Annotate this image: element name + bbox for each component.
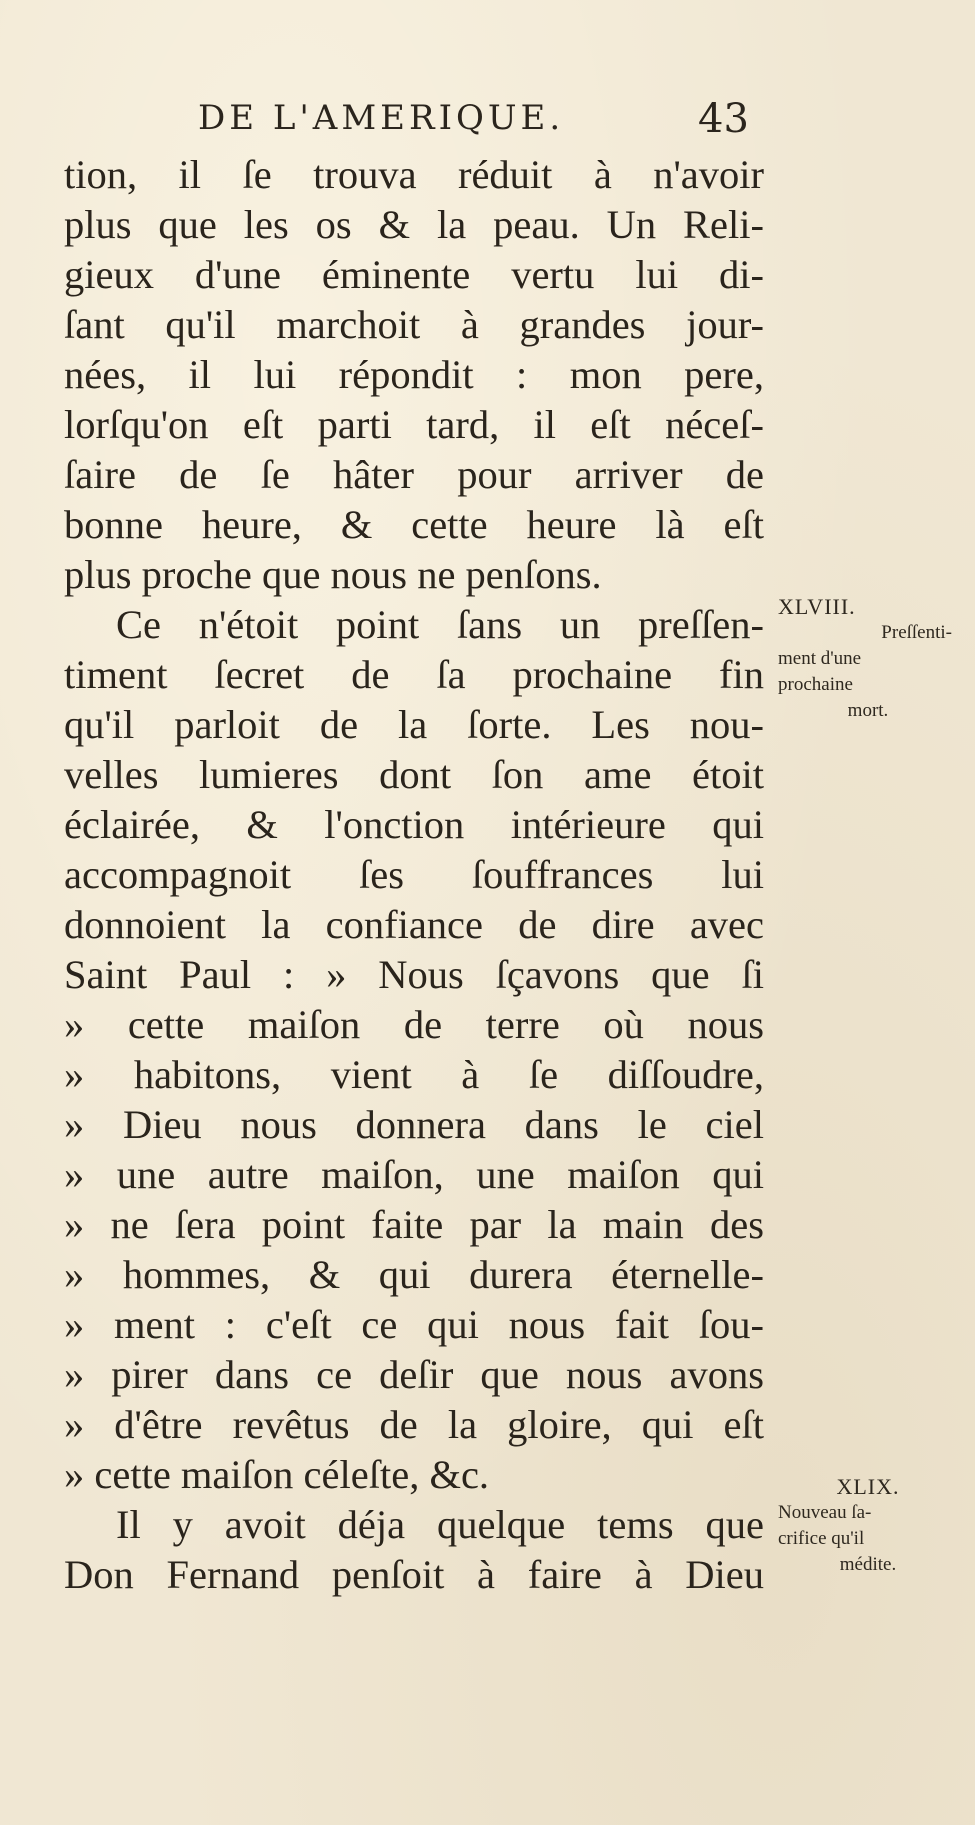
marginal-note-number: XLIX.	[836, 1474, 900, 1499]
text-line: accompagnoit ſes ſouffrances lui	[64, 852, 764, 897]
text-line: Ce n'étoit point ſans un preſſen-	[116, 602, 764, 647]
marginal-note-xlix	[778, 1474, 968, 1578]
text-line: » une autre maiſon, une maiſon qui	[64, 1152, 764, 1197]
marginal-note-line: crifice qu'il	[778, 1528, 865, 1549]
text-line: lorſqu'on eſt parti tard, il eſt néceſ-	[64, 402, 764, 447]
text-line: bonne heure, & cette heure là eſt	[64, 502, 764, 547]
text-line: velles lumieres dont ſon ame étoit	[64, 752, 764, 797]
text-line: gieux d'une éminente vertu lui di-	[64, 252, 764, 297]
marginal-note-line: mort.	[847, 700, 889, 721]
marginal-note-number: XLVIII.	[778, 594, 856, 619]
text-line: nées, il lui répondit : mon pere,	[64, 352, 764, 397]
text-line: qu'il parloit de la ſorte. Les nou-	[64, 702, 764, 747]
text-line: éclairée, & l'onction intérieure qui	[64, 802, 764, 847]
text-line: timent ſecret de ſa prochaine fin	[64, 652, 764, 697]
text-line: Saint Paul : » Nous ſçavons que ſi	[64, 952, 764, 997]
text-line: » d'être revêtus de la gloire, qui eſt	[64, 1402, 764, 1447]
marginal-note-line: Nouveau ſa-	[778, 1502, 872, 1523]
text-line: donnoient la confiance de dire avec	[64, 902, 764, 947]
marginal-note-line: ment d'une	[778, 648, 862, 669]
body-text	[64, 150, 764, 1600]
text-line: » cette maiſon de terre où nous	[64, 1002, 764, 1047]
text-line: » Dieu nous donnera dans le ciel	[64, 1102, 764, 1147]
running-head-title: DE L'AMERIQUE.	[198, 98, 565, 138]
text-line: » hommes, & qui durera éternelle-	[64, 1252, 764, 1297]
text-line: plus que les os & la peau. Un Reli-	[64, 202, 764, 247]
text-line: » ment : c'eſt ce qui nous fait ſou-	[64, 1302, 764, 1347]
marginal-note-xlviii	[778, 594, 968, 724]
text-line: ſant qu'il marchoit à grandes jour-	[64, 302, 764, 347]
text-line: » ne ſera point faite par la main des	[64, 1202, 764, 1247]
text-line: ſaire de ſe hâter pour arriver de	[64, 452, 764, 497]
text-line: Don Fernand penſoit à faire à Dieu	[64, 1552, 764, 1597]
page-number: 43	[698, 96, 749, 142]
text-line: » pirer dans ce deſir que nous avons	[64, 1352, 764, 1397]
text-line: » habitons, vient à ſe diſſoudre,	[64, 1052, 764, 1097]
text-line: » cette maiſon céleſte, &c.	[64, 1452, 490, 1497]
marginal-note-line: Preſſenti-	[881, 622, 952, 643]
text-line: plus proche que nous ne penſons.	[64, 552, 602, 597]
marginal-note-line: médite.	[839, 1554, 897, 1575]
text-line: tion, il ſe trouva réduit à n'avoir	[64, 152, 764, 197]
marginal-note-line: prochaine	[778, 674, 853, 695]
text-line: Il y avoit déja quelque tems que	[116, 1502, 764, 1547]
